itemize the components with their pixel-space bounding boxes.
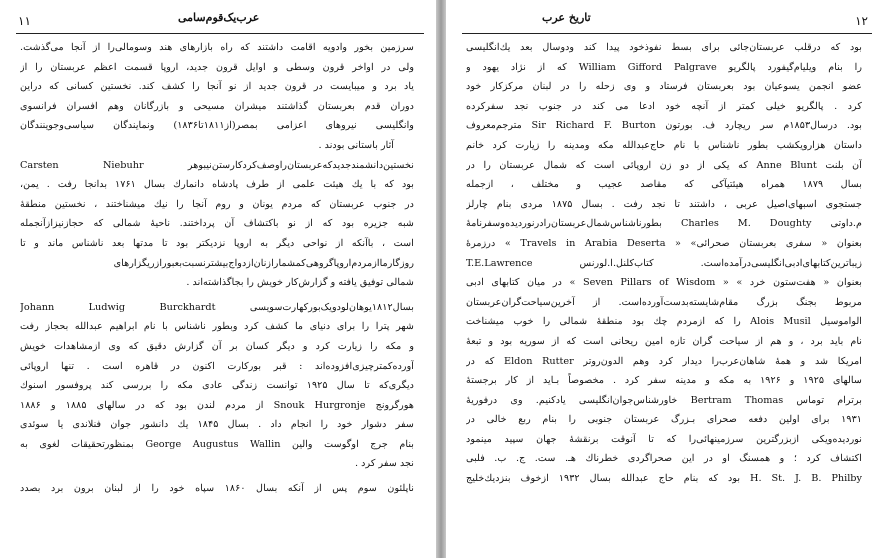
text-line: نام باید برد ، و هم از سیاحت گران تازه امین ریحانی است که از سوریه بود و تبعهٔ	[466, 335, 862, 347]
text-line: بعنوان « سفری بعربستان صحرائی» « Travels in Arabia Deserta » درزمرهٔ	[466, 237, 862, 249]
text-line: سفر دشوار خود را انجام داد . بسال ۱۸۴۵ یك دانشور جوان فنلاندی یا سوئدی	[20, 419, 414, 431]
text-line: داستان هزارویکشب بطور ناشناس با نام حاج‌عبدالله مکه ومدینه را زیارت کرد خانم	[466, 139, 862, 151]
text-line: ولی در اواخر قرون وسطی و اوایل قرون جدید، اروپا قسمت اعظم عربستان را از	[20, 61, 414, 73]
text-line: بنام جرج اوگوست والین George Augustus Wallin بمنظورتحقیقات لغوی به	[20, 438, 414, 450]
text-line: در جنوب عربستان که مردم یونان و روم آنجا را نیك میشناختند ، نخستین منطقهٔ	[20, 198, 414, 210]
book-gutter	[436, 0, 446, 558]
text-line: H. St. J. B. Philby بود که بنام حاج عبدالله بسال ۱۹۳۲ ازخوف بنزدیك‌خلیج	[466, 473, 862, 485]
text-line: شهر پترا را برای دنیای ما کشف کرد وبطور ناشناس با نام ابراهیم عبدالله بحجاز رفت	[20, 321, 414, 333]
page-number: ۱۲	[855, 14, 868, 28]
running-title: تاریخ عرب	[542, 11, 591, 24]
text-line: آورده‌کمتر‌چیزی‌افزوده‌اند : قبر بورکارت اکنون در قاهره است . تنها اروپائی	[20, 360, 414, 372]
text-line: است ، باآنکه از نواحی دیگر به اروپا نزدیکتر بود تا مدتها بعد ناشناس ماند و تا	[20, 237, 414, 249]
text-line: دوران قدم بعربستان گذاشتند میشران مسیحی و بازرگانان وهم افسران فرانسوی	[20, 100, 414, 112]
text-line: هورگرونج Snouk Hurgronje از مردم لندن بود که در سالهای ۱۸۸۵ و ۱۸۸۶	[20, 399, 414, 411]
text-line: آثار باستانی بودند .	[318, 139, 394, 151]
text-line: شمالی توفیق یافته و گزارش‌کار خویش را بجاگذاشته‌اند .	[186, 277, 414, 289]
header-rule	[16, 33, 424, 34]
text-line: بود که با یك هیئت علمی از طرف پادشاه دانمارك بسال ۱۷۶۱ بدانجا رفت . یمن،	[20, 179, 414, 191]
text-line: یاد برد و میبایست در قرون جدید از نو آنجا را کشف کند. نخستین کسانی که دراین	[20, 81, 414, 93]
text-line: نخستین‌دانشمندجدید‌که‌عربستان‌را‌وصف‌کرد‌کارستن‌نیبوهر Carsten Niebuhr	[20, 159, 414, 171]
body-text	[466, 38, 862, 489]
page-number: ۱۱	[18, 14, 31, 28]
text-line: دیگری‌که تا سال ۱۹۲۵ توانست زندگی عادی مکه را بررسی کند پروفسور اسنوك	[20, 380, 414, 392]
text-line: شبه جزیره بود که از نو باکتشاف آن پرداختند. ناحیهٔ شمالی که حجازنیزازآنجمله	[20, 218, 414, 230]
text-line: بود که درقلب عربستان‌جائی برای بسط نفوذخود پیدا کند ودوسال بعد یك‌انگلیسی	[466, 42, 862, 53]
text-line: اکتشاف کرد ؛ و همسنگ او در این صحراگردی خطرناك هـ. ست. ج. ب. فلبی	[466, 453, 862, 465]
text-line: بعنوان « هفت‌ستون خرد » « Seven Pillars of Wisdom » در میان کتابهای ادبی	[466, 277, 862, 289]
text-line: الواموسیل Alois Musil را که ازمردم چك بود منطقهٔ شمالی را خوب میشناخت	[466, 316, 862, 328]
text-line: سالهای ۱۹۲۵ و ۱۹۲۶ به مکه و مدینه سفر کرد . مخصوصاً بـاید از کار برجستهٔ	[466, 375, 862, 387]
text-line: زیباترین‌کتابهای‌ادبی‌انگلیسی‌در‌آمده‌است. کتاب‌کلنل.ا.لورنس T.E.Lawrence	[466, 257, 862, 269]
body-text	[20, 38, 414, 499]
text-line: سرزمین بخور وادویه اقامت داشتند که راه بازارهای هند وسومالی‌را از آنجا می‌گذشت.	[20, 42, 414, 53]
text-line: نجد سفر کرد .	[355, 458, 414, 470]
text-line: وانگلیسی نیروهای اعزامی بمصر(از۱۸۱۱تا۱۸۳۶) ونمایندگان سیاسی‌وجوینندگان	[20, 120, 414, 132]
text-line: برترام توماس Bertram Thomas خاورشناس‌جوان‌انگلیسی یادکنیم. وی درفوریهٔ	[466, 394, 862, 406]
text-line: روزگار‌ما‌از‌مردم‌اروپا‌گروهی‌کمشماراز‌نان‌ازدواج‌بیشتر‌نسبت‌بعبور‌از‌ریگزارهای	[113, 257, 414, 269]
text-line: بسال۱۸۱۲یوهان‌لودویک‌بورکهارت‌سویسی Johann Ludwig Burckhardt	[20, 301, 414, 313]
text-line: م.داوتی Charles M. Doughty بطور‌ناشناس‌شمال‌عربستان‌را‌در‌نوردیده‌وسفرنامهٔ	[466, 218, 862, 230]
text-line: بود. درسال۱۸۵۳م سر ریچارد ف. بورتون Sir Richard F. Burton مترجم‌معروف	[466, 120, 862, 132]
text-line: بسال ۱۸۷۹ همراه هیئتیآکی که مقاصد عجیب و مختلف ، ازجمله	[466, 179, 862, 191]
left-page	[0, 0, 436, 558]
text-line: را بنام ویلیام‌گیفورد پالگریو William Gifford Palgrave که از نژاد یهود و	[466, 61, 862, 73]
running-title: عرب‌یک‌قوم‌سامی	[178, 11, 260, 24]
text-line: امریکا شد و همهٔ شاهان‌عرب‌را دیدار کرد وهم الدون‌روتر Eldon Rutter که در	[466, 355, 862, 367]
text-line: آن بلنت Anne Blunt که یکی از دو زن اروپائی است که شمال عربستان را در	[466, 159, 862, 171]
text-line: ناپلئون سوم پس از آنکه بسال ۱۸۶۰ سپاه خود را از لبنان برون برد بصدد	[20, 483, 414, 495]
text-line: ۱۹۳۱ برای اولین دفعه صحرای بـزرگ عربستان جنوبی را بنام ربع خالی در	[466, 414, 862, 426]
text-line: عضو انجمن یسوعیان بود بعربستان فرستاد و وی زحله را در لبنان مرکزکار خود	[466, 81, 862, 93]
text-line: جستجوی اسبهای‌اصیل عربی ، داشتند تا نجد رفت . بسال ۱۸۷۵ مردی بنام چارلز	[466, 198, 862, 210]
text-line: نوردیده‌و‌یکی ازبزرگترین سرزمینهائی‌را که تا آنوقت برنقشهٔ جهان سپید مینمود	[466, 433, 862, 445]
text-line: کرد . پالگریو خیلی کمتر از آنچه خود ادعا می کند در جنوب نجد سفرکرده	[466, 100, 862, 112]
right-page	[446, 0, 886, 558]
text-line: مربوط بجنگ بزرگ مقام‌شایسته‌بدست‌آورده‌است. از آخرین‌سیاحت‌گران‌عربستان	[466, 296, 862, 308]
header-rule	[462, 33, 872, 34]
text-line: و مکه را زیارت کرد و دیگر کسان بر آن گزارش دقیق که وی ازمشاهدات خویش	[20, 340, 414, 352]
